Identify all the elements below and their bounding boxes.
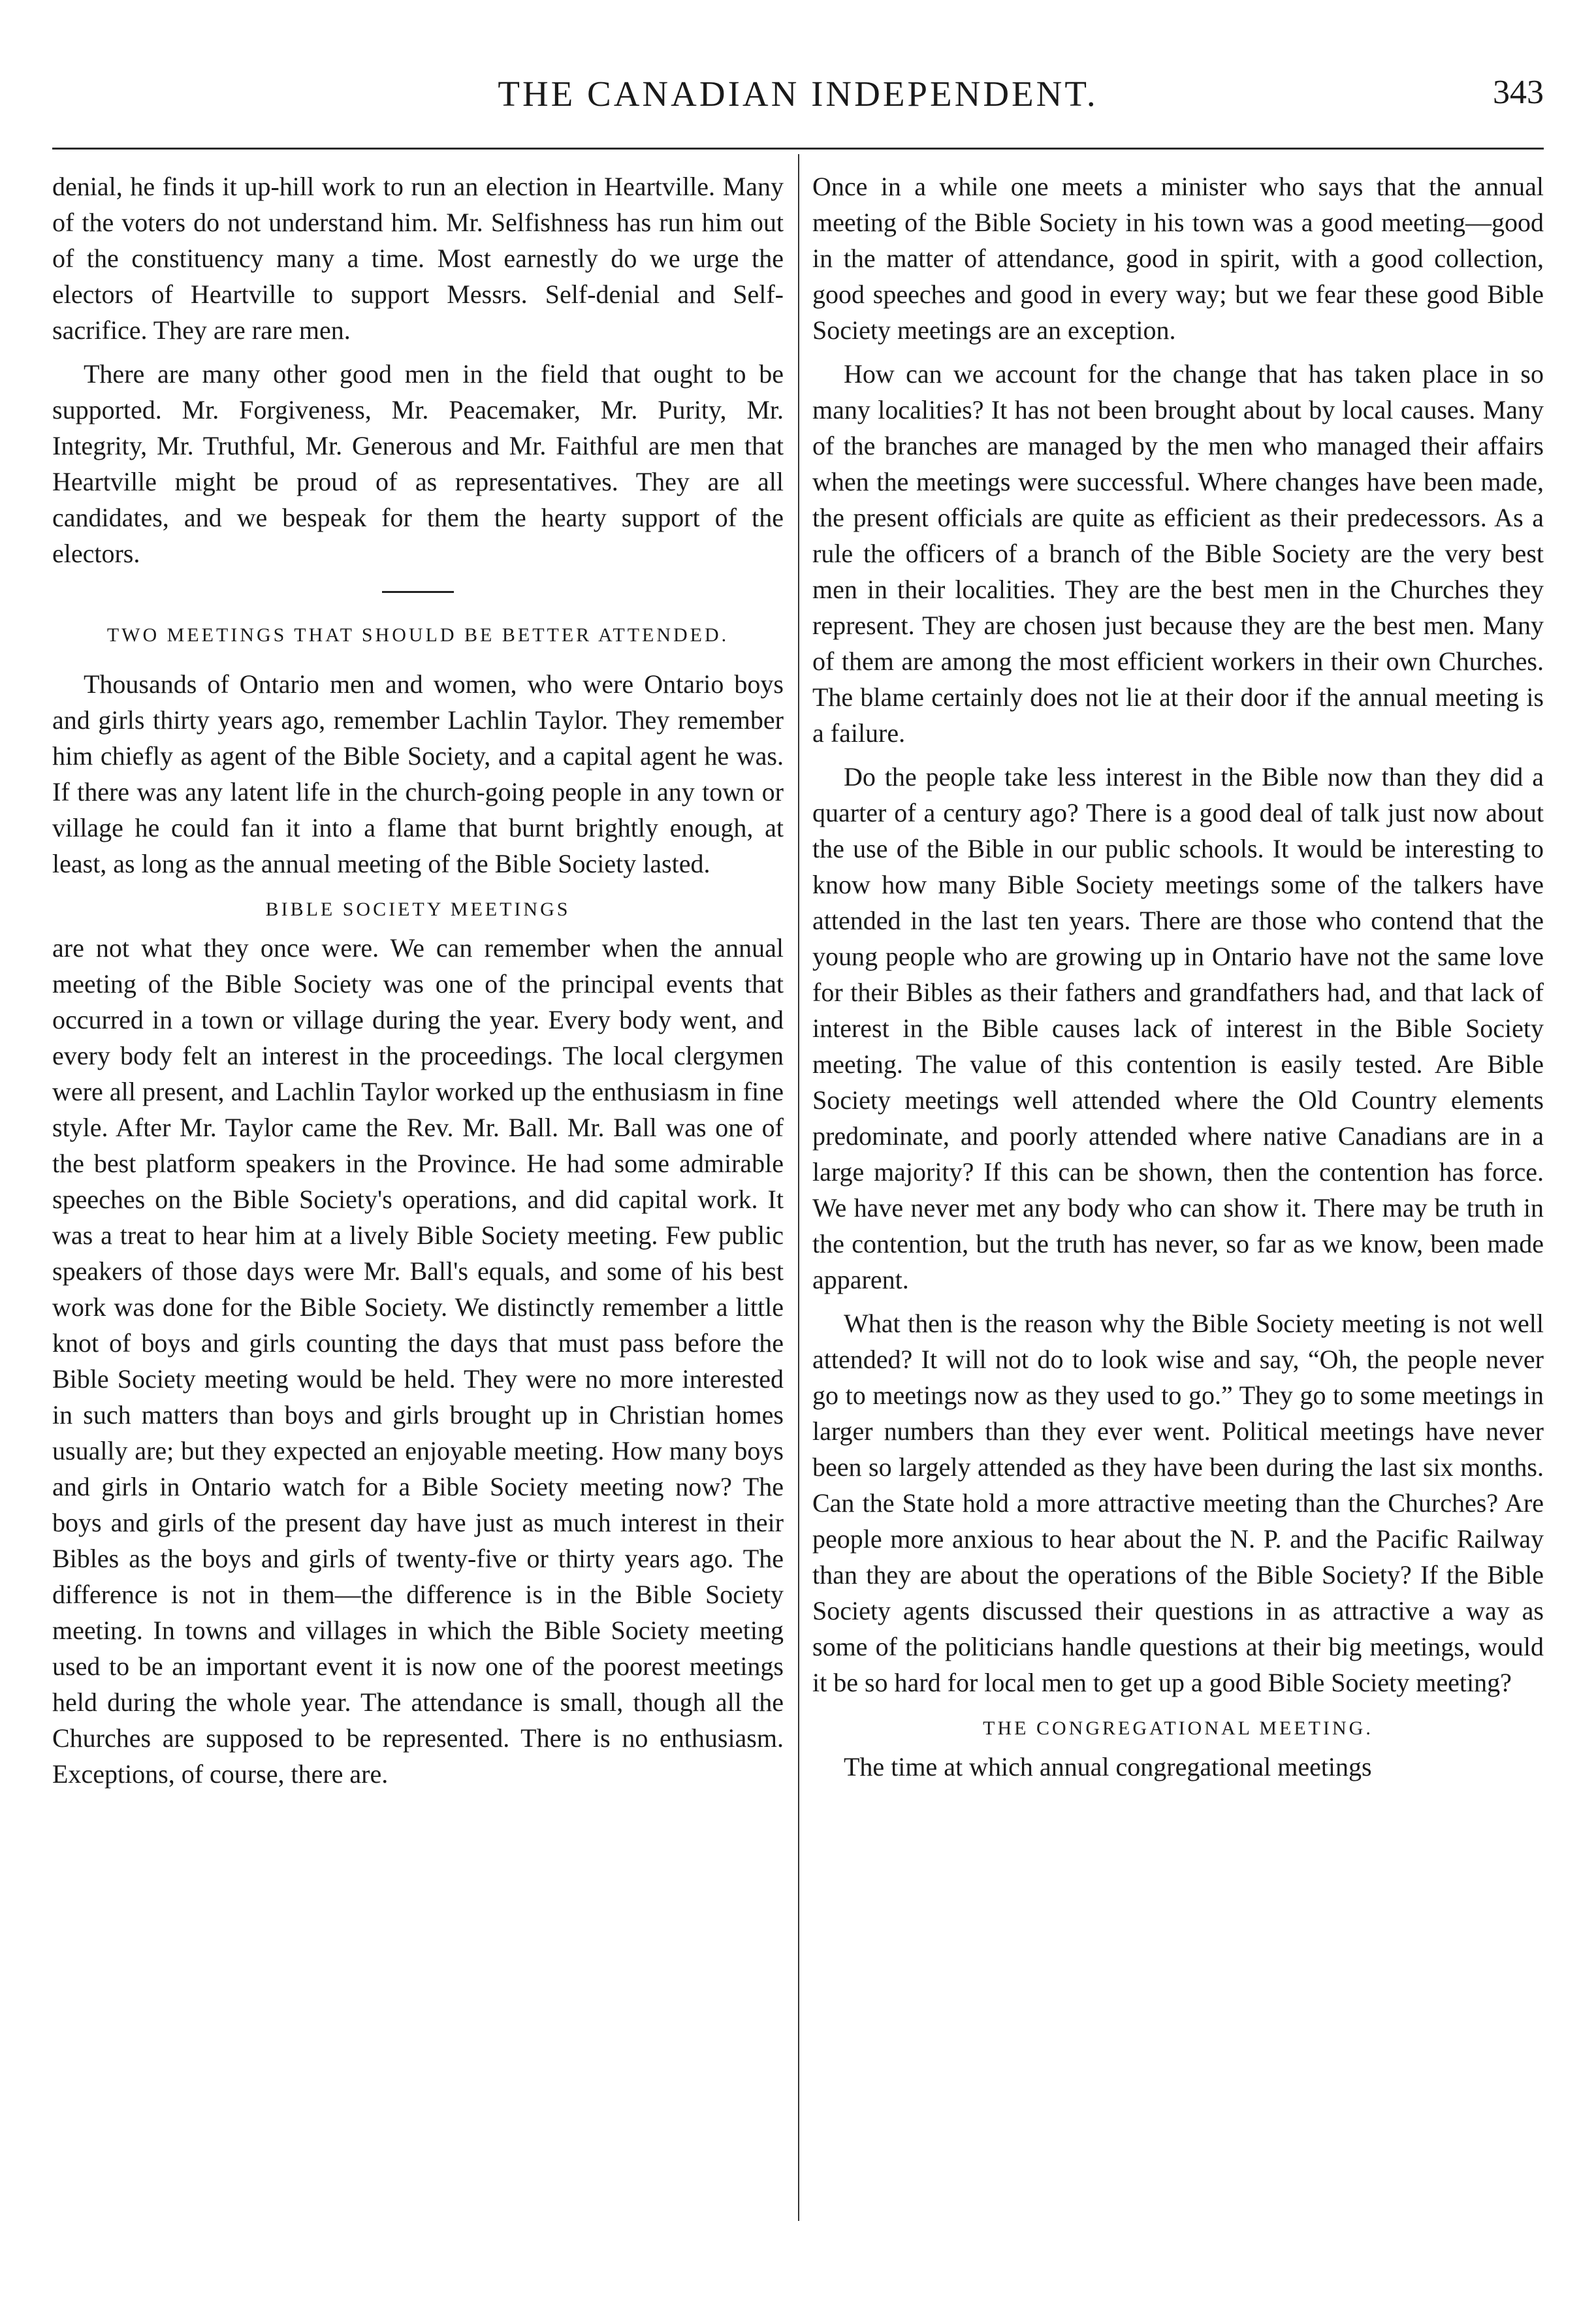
left-column	[52, 168, 784, 1800]
paragraph: are not what they once were. We can remember when the annual meeting of the Bible Society was one of the principal events that occurred in a town or village during the year. Every body went, and every body felt an interest in the proceedings. The local clergymen were all present, and Lachlin Taylor worked up the enthusiasm in fine style. After Mr. Taylor came the Rev. Mr. Ball. Mr. Ball was one of the best platform speakers in the Province. He had some admirable speeches on the Bible Society's operations, and did capital work. It was a treat to hear him at a lively Bible Society meeting. Few public speakers of those days were Mr. Ball's equals, and some of his best work was done for the Bible Society. We distinctly remember a little knot of boys and girls counting the days that must pass before the Bible Society meeting would be held. They were no more interested in such matters than boys and girls brought up in Christian homes usually are; but they expected an enjoyable meeting. How many boys and girls in Ontario watch for a Bible Society meeting now? The boys and girls of the present day have just as much interest in their Bibles as the boys and girls of twenty-five or thirty years ago. The difference is not in them—the difference is in the Bible Society meeting. In towns and villages in which the Bible Society meeting used to be an important event it is now one of the poorest meetings held during the whole year. The attendance is small, though all the Churches are supposed to be represented. There is no enthusiasm. Exceptions, of course, there are.	[52, 933, 784, 1789]
paragraph: denial, he finds it up-hill work to run an election in Heartville. Many of the voters do not understand him. Mr. Selfishness has run him out of the constituency many a time. Most earnestly do we urge the electors of Heartville to support Messrs. Self-denial and Self-sacrifice. They are rare men.	[52, 172, 784, 345]
column-divider	[798, 154, 799, 2221]
paragraph: There are many other good men in the field that ought to be supported. Mr. Forgiveness, Mr. Peacemaker, Mr. Purity, Mr. Integrity, Mr. Truthful, Mr. Generous and Mr. Faithful are men that Heartville might be proud of as representatives. They are all candidates, and we bespeak for them the hearty support of the electors.	[52, 359, 784, 568]
paragraph: Thousands of Ontario men and women, who were Ontario boys and girls thirty years ago, remember Lachlin Taylor. They remember him chiefly as agent of the Bible Society, and a capital agent he was. If there was any latent life in the church-going people in any town or village he could fan it into a flame that burnt brightly enough, at least, as long as the annual meeting of the Bible Society lasted.	[52, 669, 784, 878]
right-column	[812, 168, 1544, 1793]
journal-title: THE CANADIAN INDEPENDENT.	[498, 74, 1098, 114]
header-rule	[52, 148, 1544, 150]
paragraph: The time at which annual congregational meetings	[844, 1752, 1372, 1781]
subheading: BIBLE SOCIETY MEETINGS	[265, 899, 571, 920]
paragraph: Once in a while one meets a minister who says that the annual meeting of the Bible Society in his town was a good meeting—good in the matter of attendance, good in spirit, with a good collection, good speeches and good in every way; but we fear these good Bible Society meetings are an exception.	[812, 172, 1544, 345]
page-header	[52, 73, 1544, 132]
paragraph: Do the people take less interest in the Bible now than they did a quarter of a century ago? There is a good deal of talk just now about the use of the Bible in our public schools. It would be interesting to know how many Bible Society meetings some of the talkers have attended in the last ten years. There are those who contend that the young people who are growing up in Ontario have not the same love for their Bibles as their fathers and grandfathers had, and that lack of interest in the Bible causes lack of interest in the Bible Society meeting. The value of this contention is easily tested. Are Bible Society meetings well attended where the Old Country elements predominate, and poorly attended where native Canadians are in a large majority? If this can be shown, then the contention has force. We have never met any body who can show it. There may be truth in the contention, but the truth has never, so far as we know, been made apparent.	[812, 762, 1544, 1294]
page-number: 343	[1493, 74, 1544, 111]
section-divider	[382, 591, 454, 593]
section-heading: TWO MEETINGS THAT SHOULD BE BETTER ATTENDED.	[106, 624, 729, 646]
paragraph: How can we account for the change that has taken place in so many localities? It has not been brought about by local causes. Many of the branches are managed by the men who managed their affairs when the meetings were successful. Where changes have been made, the present officials are quite as efficient as their predecessors. As a rule the officers of a branch of the Bible Society are the very best men in their localities. They are the best men in the Churches they represent. They are chosen just because they are the best men. Many of them are among the most efficient workers in their own Churches. The blame certainly does not lie at their door if the annual meeting is a failure.	[812, 359, 1544, 748]
paragraph: What then is the reason why the Bible Society meeting is not well attended? It will not do to look wise and say, “Oh, the people never go to meetings now as they used to go.” They go to some meetings in larger numbers than they ever went. Political meetings have never been so largely attended as they have been during the last six months. Can the State hold a more attractive meeting than the Churches? Are people more anxious to hear about the N. P. and the Pacific Railway than they are about the operations of the Bible Society? If the Bible Society agents discussed their questions in as attractive a way as some of the politicians handle questions at their big meetings, would it be so hard for local men to get up a good Bible Society meeting?	[812, 1309, 1544, 1697]
subheading: THE CONGREGATIONAL MEETING.	[983, 1717, 1373, 1739]
